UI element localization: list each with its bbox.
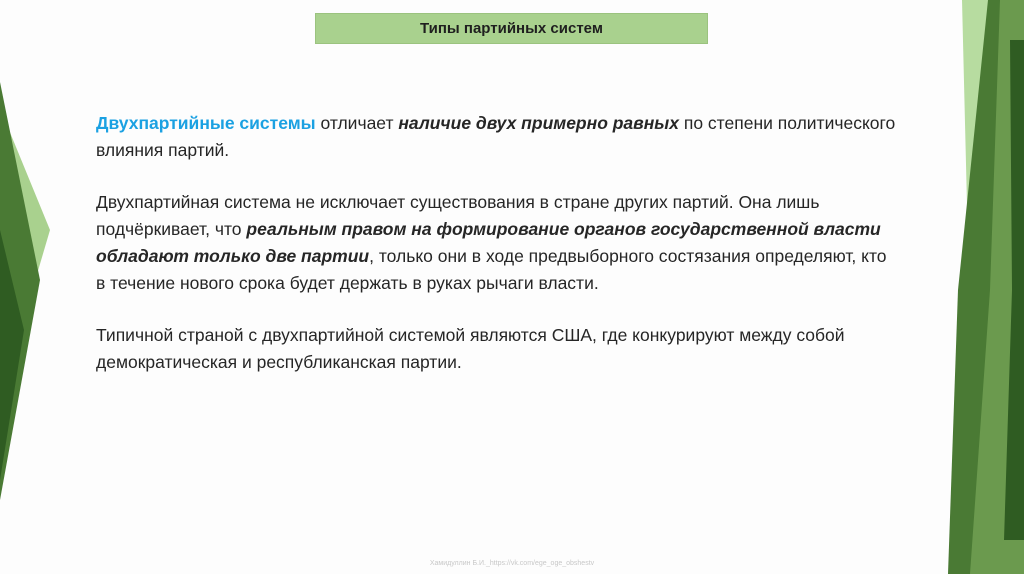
emphasis: реальным правом на формирование органов государственной власти обладают только две партии bbox=[96, 219, 881, 266]
paragraph-3: Типичной страной с двухпартийной системой являются США, где конкурируют между собой демократическая и республиканская партии. bbox=[96, 325, 845, 372]
footer-credit: Хамидуллин Б.И._https://vk.com/ege_oge_obshestv bbox=[429, 560, 595, 567]
slide-body bbox=[96, 110, 896, 401]
text: по степени политического влияния партий. bbox=[96, 113, 896, 160]
paragraph-2 bbox=[96, 189, 896, 297]
text: отличает bbox=[315, 113, 399, 133]
slide-title: Типы партийных систем bbox=[315, 13, 708, 44]
paragraph-1 bbox=[96, 110, 896, 164]
term-highlight: Двухпартийные системы bbox=[96, 113, 316, 133]
text: , только они в ходе предвыборного состязания определяют, кто в течение нового срока будет держать в руках рычаги власти. bbox=[96, 246, 887, 293]
emphasis: наличие двух примерно равных bbox=[398, 113, 679, 133]
text: Двухпартийная система не исключает существования в стране других партий. Она лишь подчёркивает, что bbox=[96, 192, 820, 239]
